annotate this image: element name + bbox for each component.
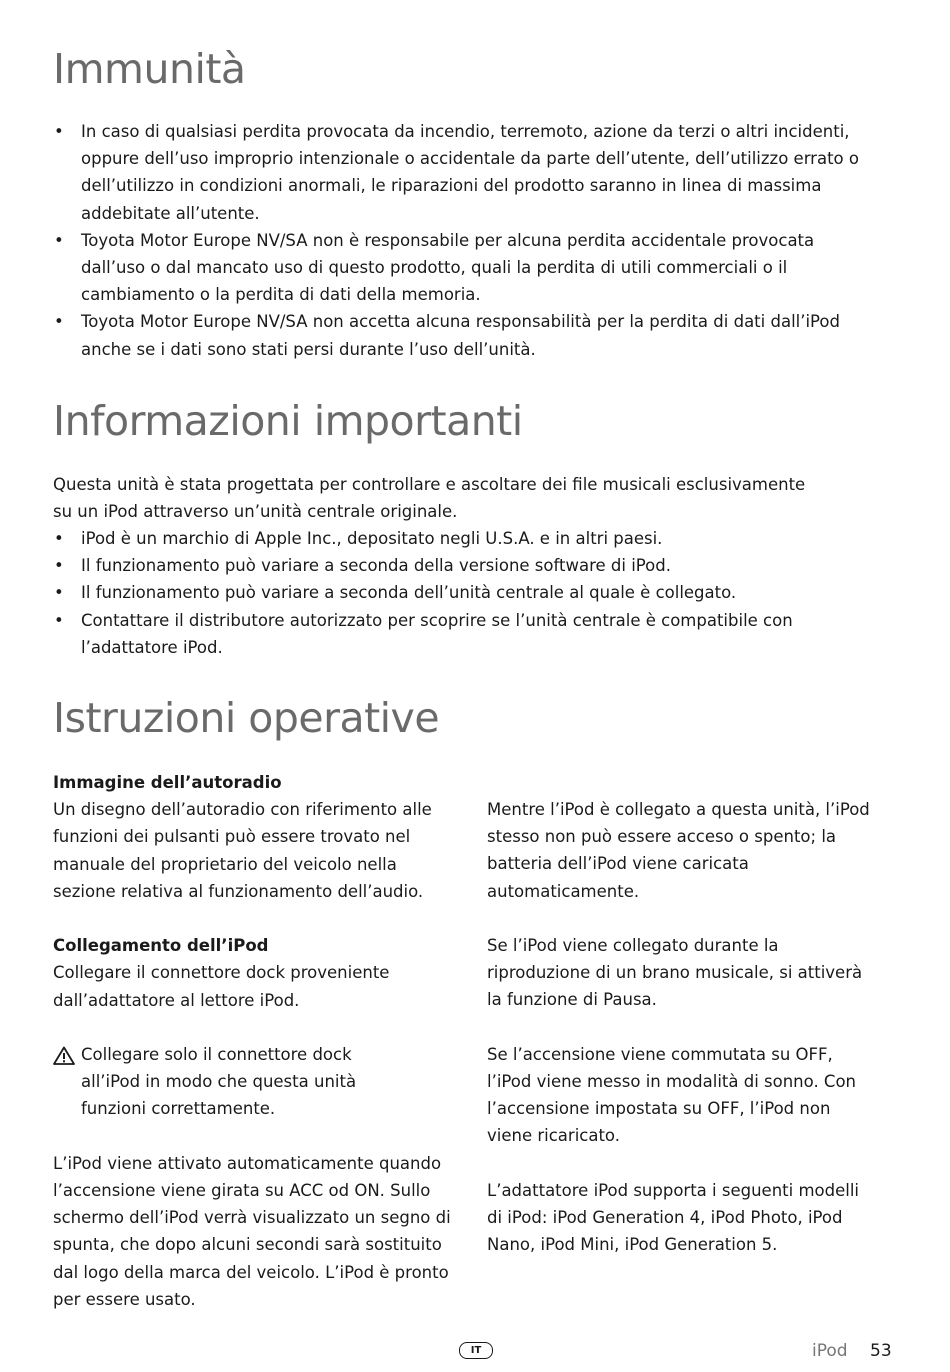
paragraph-modelli: L’adattatore iPod supporta i seguenti modelli di iPod: iPod Generation 4, iPod Photo, iPod Nano, iPod Mini, iPod Generation 5. xyxy=(487,1180,859,1255)
left-column xyxy=(53,769,458,1313)
page-number: 53 xyxy=(870,1341,892,1361)
section-title-istruzioni: Istruzioni operative xyxy=(53,694,440,742)
right-column xyxy=(487,796,872,1258)
informazioni-intro: Questa unità è stata progettata per controllare e ascoltare dei file musicali esclusivamente su un iPod attraverso un’unità centrale originale. xyxy=(53,475,806,522)
list-item: • Toyota Motor Europe NV/SA non è responsabile per alcuna perdita accidentale provocata dall’uso o dal mancato uso di questo prodotto, quali la perdita di utili commerciali o il cambiamento o la perdita di dati della memoria. xyxy=(54,230,815,305)
paragraph-carica: Mentre l’iPod è collegato a questa unità, l’iPod stesso non può essere acceso o spento; la batteria dell’iPod viene caricata automaticamente. xyxy=(487,800,870,901)
section-title-informazioni: Informazioni importanti xyxy=(53,397,523,445)
paragraph-collegamento: Collegare il connettore dock proveniente dall’adattatore al lettore iPod. xyxy=(53,963,390,1010)
list-item: • Toyota Motor Europe NV/SA non accetta alcuna responsabilità per la perdita di dati dall’iPod anche se i dati sono stati persi durante l’uso dell’unità. xyxy=(54,312,840,359)
list-item: • Contattare il distributore autorizzato per scoprire se l’unità centrale è compatibile con l’adattatore iPod. xyxy=(54,610,793,657)
list-item: • Il funzionamento può variare a seconda della versione software di iPod. xyxy=(54,556,671,576)
list-item: • Il funzionamento può variare a seconda dell’unità centrale al quale è collegato. xyxy=(54,583,737,603)
informazioni-list xyxy=(53,525,813,661)
subheading-collegamento: Collegamento dell’iPod xyxy=(53,936,269,956)
paragraph-attivazione: L’iPod viene attivato automaticamente quando l’accensione viene girata su ACC od ON. Sullo schermo dell’iPod verrà visualizzato un segno di spunta, che dopo alcuni secondi sarà sostituito dal logo della marca del veicolo. L’iPod è pronto per essere usato. xyxy=(53,1153,451,1309)
paragraph-pausa: Se l’iPod viene collegato durante la riproduzione di un brano musicale, si attiverà la funzione di Pausa. xyxy=(487,936,863,1010)
subheading-autoradio: Immagine dell’autoradio xyxy=(53,773,282,792)
footer-label: iPod xyxy=(812,1341,848,1361)
language-badge: IT xyxy=(459,1342,493,1359)
list-item: • iPod è un marchio di Apple Inc., depositato negli U.S.A. e in altri paesi. xyxy=(54,529,663,548)
section-title-immunita: Immunità xyxy=(53,45,246,93)
warning-note xyxy=(53,1041,458,1123)
paragraph-autoradio: Un disegno dell’autoradio con riferimento alle funzioni dei pulsanti può essere trovato nel manuale del proprietario del veicolo nella sezione relativa al funzionamento dell’audio. xyxy=(53,800,432,901)
immunita-list xyxy=(53,118,883,363)
list-item: • In caso di qualsiasi perdita provocata da incendio, terremoto, azione da terzi o altri incidenti, oppure dell’uso improprio intenzionale o accidentale da parte dell’utente, dell’utilizzo errato o dell’utilizzo in condizioni anormali, le riparazioni del prodotto saranno in linea di massima addebitate all’utente. xyxy=(54,122,859,223)
paragraph-sonno: Se l’accensione viene commutata su OFF, l’iPod viene messo in modalità di sonno. Con l’accensione impostata su OFF, l’iPod non viene ricaricato. xyxy=(487,1044,857,1146)
warning-icon xyxy=(53,1046,75,1065)
warning-text: Collegare solo il connettore dock all’iPod in modo che questa unità funzioni correttamente. xyxy=(81,1045,357,1119)
